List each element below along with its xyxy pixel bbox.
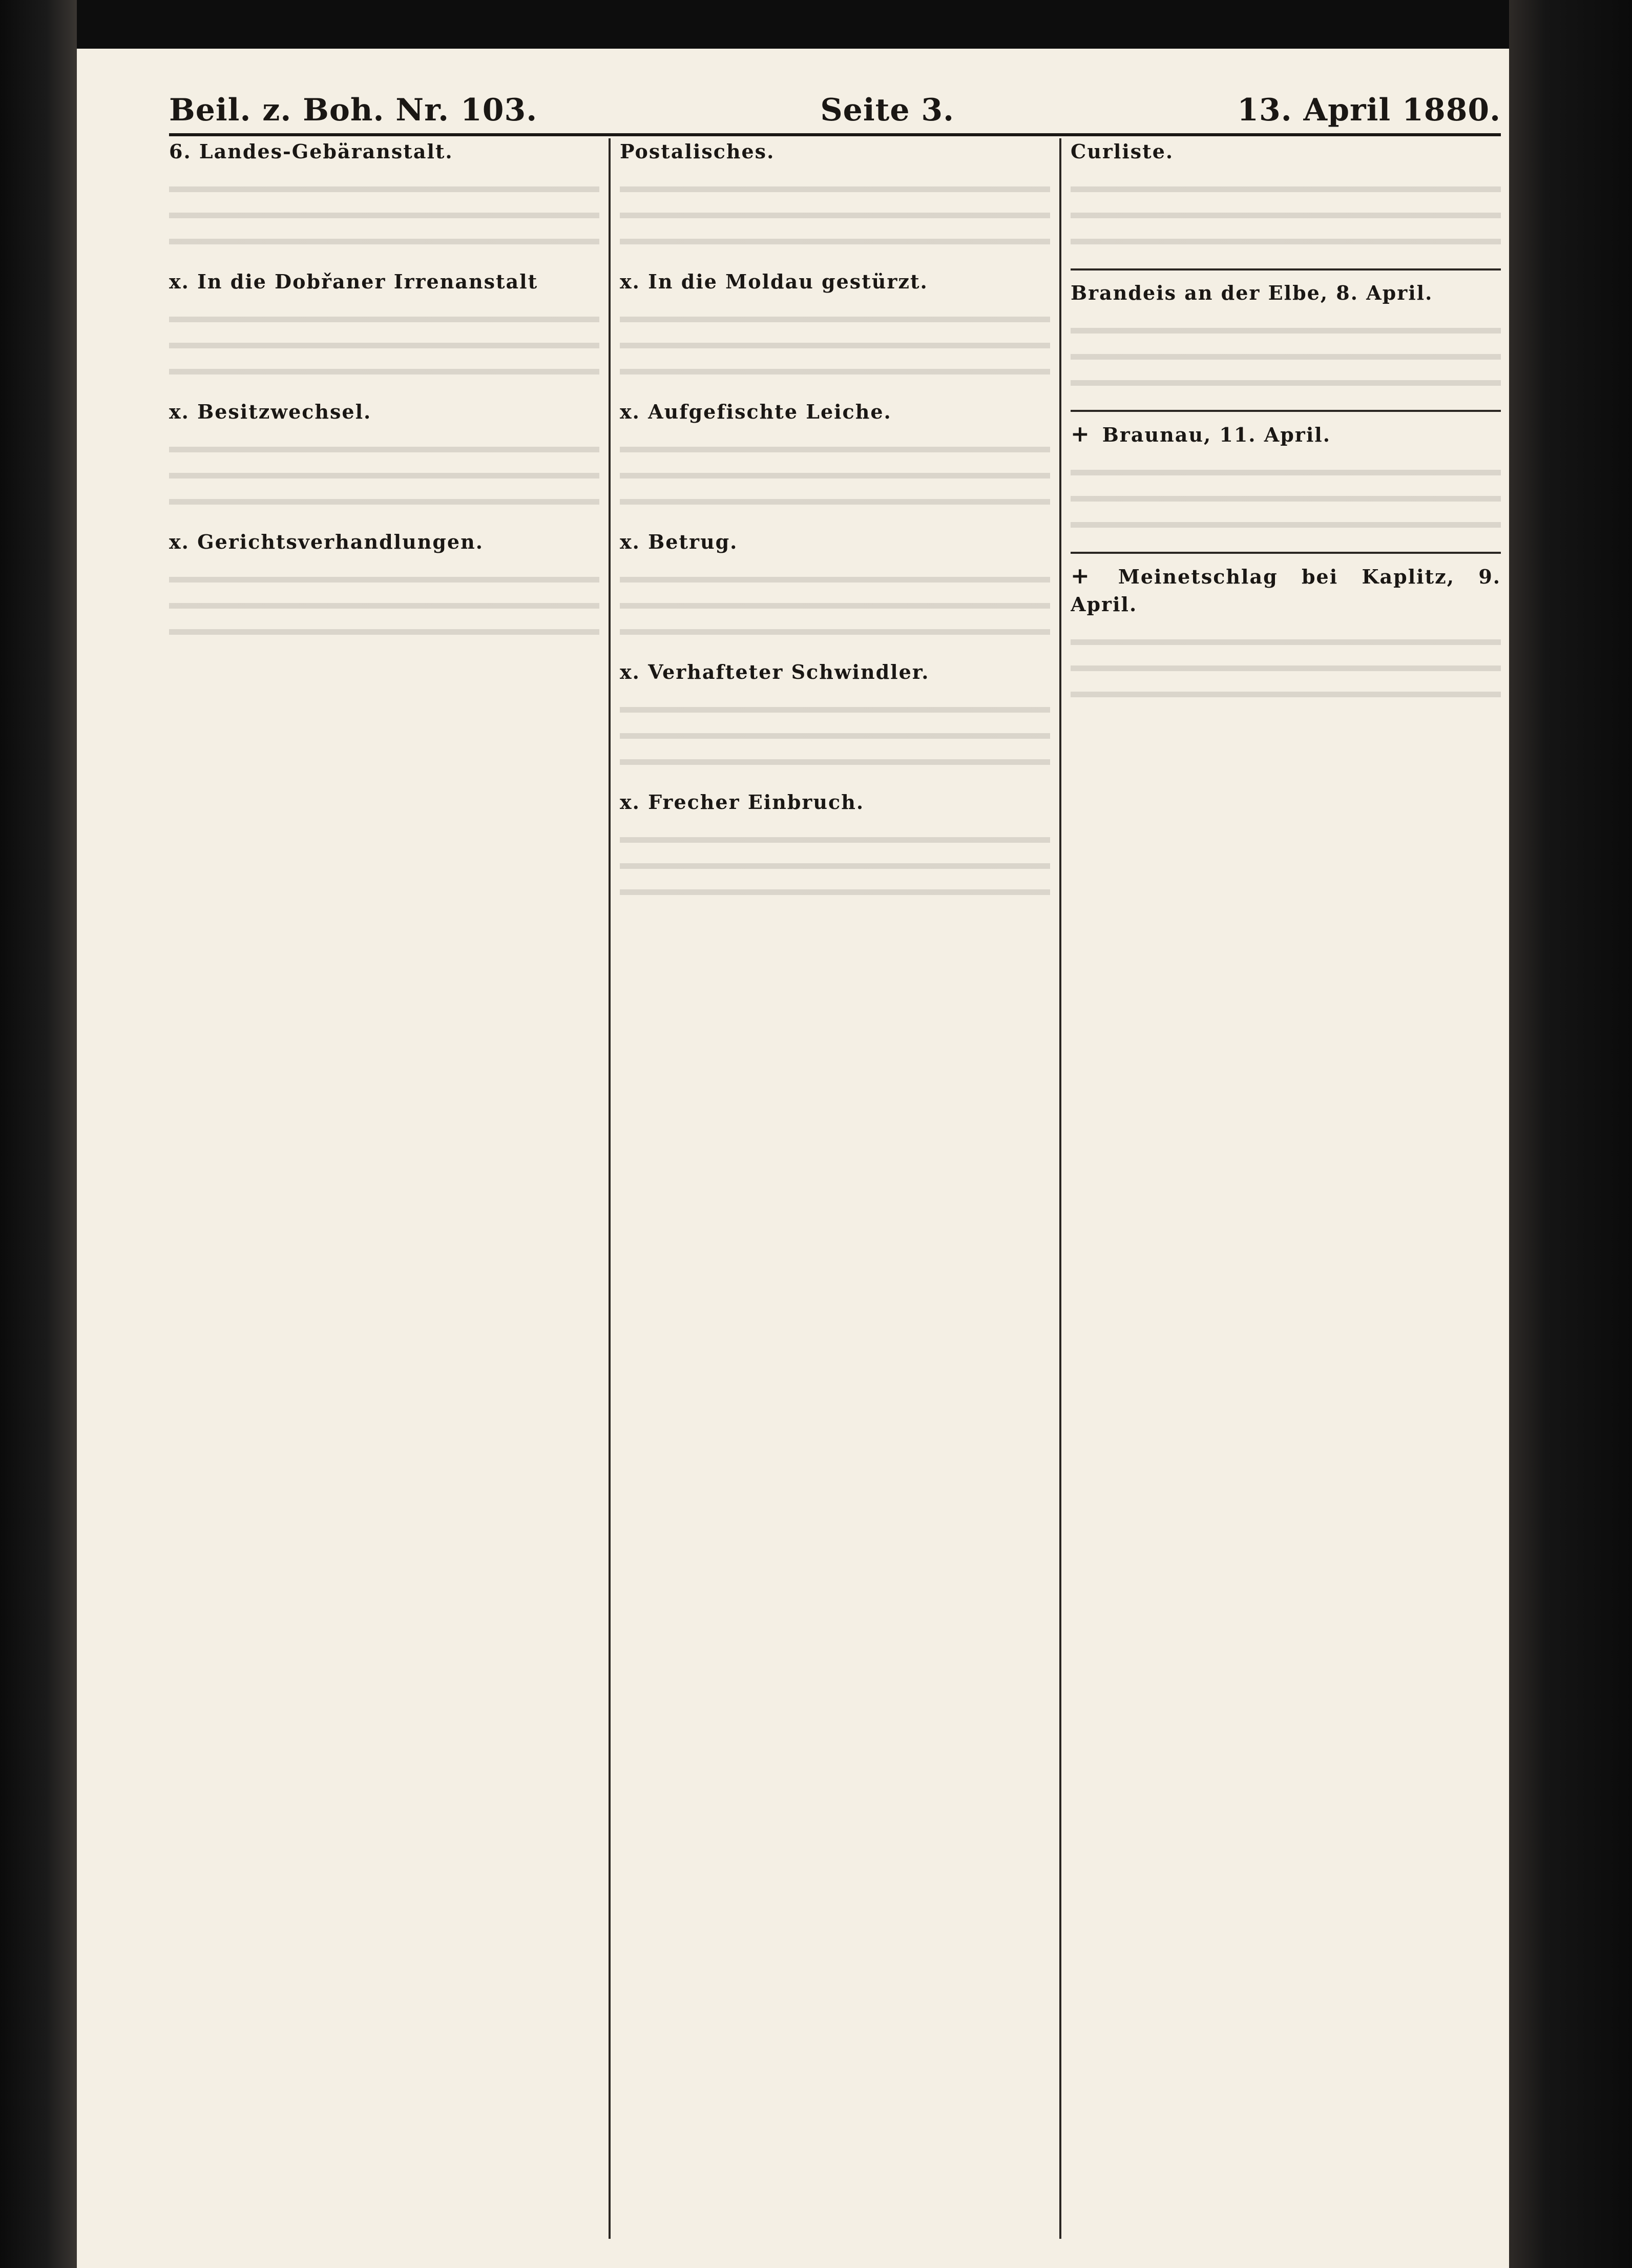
article: [169, 529, 599, 649]
article-text: [169, 556, 599, 649]
article-text: [620, 166, 1050, 258]
article-heading: x. In die Dobřaner Irrenanstalt: [169, 270, 538, 293]
section-divider: [1071, 410, 1501, 412]
scan-border-left: [0, 0, 77, 2268]
article: [620, 529, 1050, 649]
issue-date: 13. April 1880.: [1237, 92, 1501, 128]
article: [1071, 421, 1501, 542]
article-text: [1071, 307, 1501, 400]
article-heading: Braunau, 11. April.: [1102, 423, 1331, 446]
article-heading: Postalisches.: [620, 140, 775, 163]
article-text: [1071, 166, 1501, 258]
page-number: Seite 3.: [820, 92, 955, 128]
article-text: [620, 556, 1050, 649]
article-heading: x. Gerichtsverhandlungen.: [169, 530, 484, 553]
column-3: [1071, 138, 1501, 2239]
article-heading: x. Verhafteter Schwindler.: [620, 660, 930, 683]
scan-border-top: [0, 0, 1632, 49]
article: [620, 138, 1050, 258]
article-text: [169, 296, 599, 388]
article-text: [169, 426, 599, 518]
article: [620, 789, 1050, 909]
article-heading: x. Besitzwechsel.: [169, 400, 372, 423]
scan-border-right: [1509, 0, 1632, 2268]
article-heading: Curliste.: [1071, 140, 1174, 163]
article: [1071, 138, 1501, 258]
article: [1071, 280, 1501, 400]
newspaper-page: [169, 61, 1501, 2249]
article-heading: x. In die Moldau gestürzt.: [620, 270, 928, 293]
article: [620, 268, 1050, 388]
article-text: [620, 817, 1050, 909]
article-heading: x. Frecher Einbruch.: [620, 790, 865, 814]
article: [169, 399, 599, 518]
article: [1071, 563, 1501, 711]
article-heading: x. Betrug.: [620, 530, 738, 553]
column-1: [169, 138, 599, 2239]
article-columns: [169, 138, 1501, 2239]
article-text: [620, 426, 1050, 518]
article-text: [169, 166, 599, 258]
issue-label: Beil. z. Boh. Nr. 103.: [169, 92, 538, 128]
column-rule: [1059, 138, 1061, 2239]
article: [620, 399, 1050, 518]
article: [169, 268, 599, 388]
article: [169, 138, 599, 258]
column-2: [620, 138, 1050, 2239]
cross-icon: +: [1071, 421, 1090, 447]
section-divider: [1071, 268, 1501, 271]
article-text: [1071, 619, 1501, 711]
article-text: [620, 686, 1050, 779]
article-text: [620, 296, 1050, 388]
cross-icon: +: [1071, 563, 1090, 589]
article-heading: Meinetschlag bei Kaplitz, 9. April.: [1071, 565, 1501, 616]
column-rule: [609, 138, 611, 2239]
article-heading: x. Aufgefischte Leiche.: [620, 400, 892, 423]
section-divider: [1071, 552, 1501, 554]
page-header: [169, 72, 1501, 136]
article: [620, 659, 1050, 779]
article-heading: 6. Landes-Gebäranstalt.: [169, 140, 453, 163]
article-heading: Brandeis an der Elbe, 8. April.: [1071, 281, 1433, 304]
article-text: [1071, 449, 1501, 542]
